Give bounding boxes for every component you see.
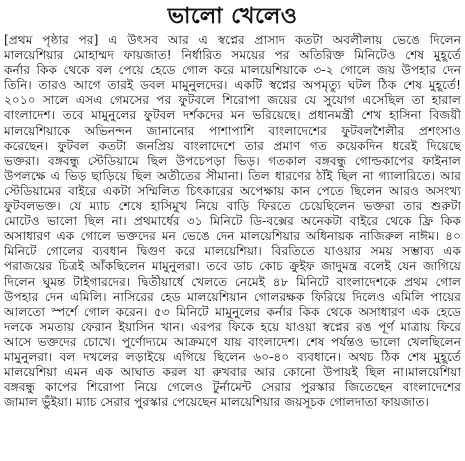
article-line: মিনিটে গোলের ব্যবধান দ্বিগুণ করে মালয়েশিয়া। বিরতিতে যাওয়ার সময় সম্ভাব্য এক [4,244,461,259]
continued-from-front-page-tag: [প্রথম পৃষ্ঠার পর] [4,33,99,47]
article-body [4,33,461,410]
article-line [4,33,461,48]
article-line: আলতো স্পর্শে গোল করেন। ৫৩ মিনিটে মামুনুলের কর্নার কিক থেকে অসাধারণ এক হেডে [4,304,461,319]
article-line: মালয়েশিয়ার মোহাম্মদ ফায়জাত! নির্ধারিত সময়ের পর অতিরিক্ত মিনিটেও শেষ মুহূর্তে [4,48,461,63]
article-line: পরাজয়ের চিত্রই আঁকছিলেন মামুনুলরা। তবে ডাচ কোচ ক্রুইফ জাদুমন্ত্র বলেই যেন জাগিয়ে [4,259,461,274]
article-line: উপহার দেন এমিলি। নাসিরের হেড মালয়েশিয়ান গোলরক্ষক ফিরিয়ে দিলেও এমিলি পায়ের [4,289,461,304]
article-line-text: এ উৎসব আর এ স্বপ্নের প্রাসাদ কতটা অবলীলায় ভেঙে দিলেন [108,33,461,47]
article-line: দলকে সমতায় ফেরান ইয়াসিন খান। এরপর ফিকে হয়ে যাওয়া স্বপ্নের রঙ পূর্ণ মাত্রায় ফিরে [4,319,461,334]
article-headline: ভালো খেলেও [167,4,298,29]
article-line: কর্নার কিক থেকে বল পেয়ে হেডে গোল করে মালয়েশিয়াকে ৩-২ গোলে জয় উপহার দেন [4,63,461,78]
article-line: করেছেন। ফুটবল কতটা জনপ্রিয় বাংলাদেশে তার প্রমাণ গত কয়েকদিন ধরেই দিয়েছে [4,138,461,153]
article-line: ২০১০ সালে এসএ গেমসের পর ফুটবলে শিরোপা জয়ের যে সুযোগ এসেছিল তা হারাল [4,93,461,108]
article-line: মোটেও ভালো ছিল না। প্রথমার্ধের ৩১ মিনিটে ডি-বক্সের অনেকটা বাইরে থেকে ফ্রি কিক [4,214,461,229]
article-line: ভক্তরা। বঙ্গবন্ধু স্টেডিয়ামে ছিল উপচেপড়া ভিড়। গতকাল বঙ্গবন্ধু গোল্ডকাপের ফাইনাল [4,153,461,168]
article-line: আসে ভক্তদের চোখে। পুর্ণোদ্যমে আক্রমণে যায় বাংলাদেশ। শেষ পর্যন্তও ভালো খেলছিলেন [4,334,461,349]
article-line: বাংলাদেশ। তবে মামুনুলের ফুটবল দর্শকদের মন ভরিয়েছে। প্রধানমন্ত্রী শেখ হাসিনা বিজয়ী [4,108,461,123]
article-line: স্টেডিয়ামের বাইরে একটা সম্মিলিত চিৎকারের অপেক্ষায় কান পেতে ছিলেন আরও অসংখ্য [4,183,461,198]
article-line: বঙ্গবন্ধু কাপের শিরোপা নিয়ে গেলেও টুর্নামেন্ট সেরার পুরস্কার জিতেছেন বাংলাদেশের [4,380,461,395]
article-line: মালয়েশিয়া এমন এক আঘাত করল যা রুখবার আর কোনো উপায়ই ছিল না।মালয়েশিয়া [4,365,461,380]
article-line: তিনি। তারও আগে তারই ডবল মামুনুলদের। একটি স্বপ্নের অপমৃত্যু ঘটল ঠিক শেষ মুহূর্তে! [4,78,461,93]
article-line: উপলক্ষে এ ভিড় ছাড়িয়ে ছিল অতীতের সীমানা। তিল ধারণের ঠাঁই ছিল না গ্যালারিতে। আর [4,168,461,183]
article-line: দিলেন ঘুমন্ত টাইগারদের। দ্বিতীয়ার্ধে খেলতে নেমেই ৪৮ মিনিটে বাংলাদেশকে প্রথম গোল [4,274,461,289]
article-line: মামুনুলরা। বল দখলের লড়াইয়ে এগিয়ে ছিলেন ৬০-৪০ ব্যবধানে। অথচ ঠিক শেষ মুহূর্তে [4,349,461,364]
article-line: জামাল ভুঁইয়া। ম্যাচ সেরার পুরস্কার পেয়েছেন মালয়েশিয়ার জয়সূচক গোলদাতা ফায়জাত। [4,395,429,410]
article-line: মালয়েশিয়াকে অভিনন্দন জানানোর পাশাপাশি বাংলাদেশের ফুটবলশৈলীর প্রশংসাও [4,123,461,138]
article-line: অসাধারণ এক গোলে ভক্তদের মন ভেঙে দেন মালয়েশিয়ার অধিনায়ক নাজিরুল নাঈম। ৪০ [4,229,461,244]
article-line: ফুটবলভক্ত। যে ম্যাচ শেষে হাসিমুখ নিয়ে বাড়ি ফিরতে চেয়েছিলেন ভক্তরা তার শুরুটা [4,199,461,214]
newspaper-clipping [0,2,465,461]
